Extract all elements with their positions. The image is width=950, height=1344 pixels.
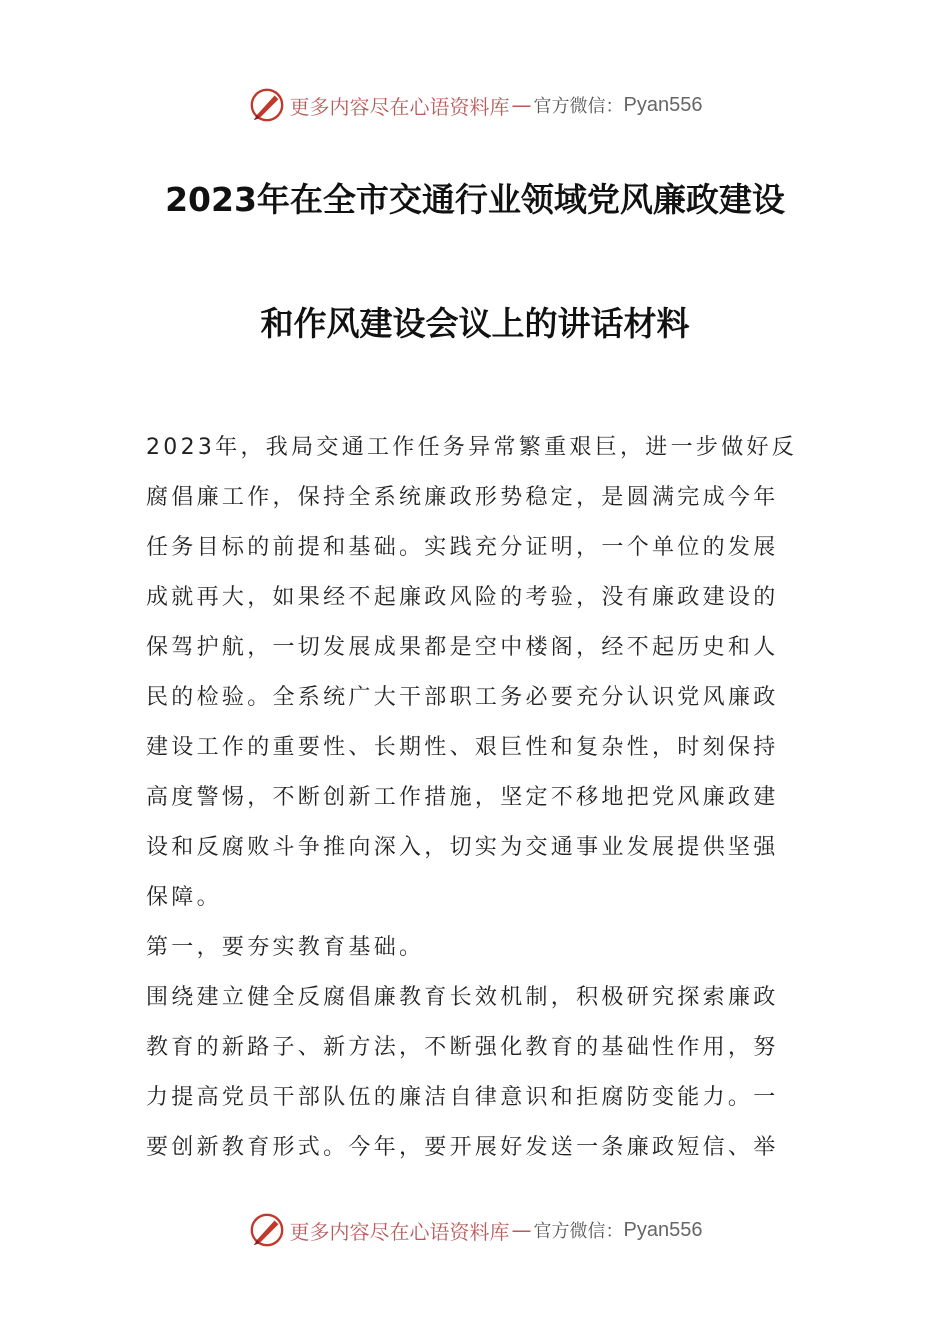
watermark-site-name: 更多内容尽在心语资料库 (289, 1219, 510, 1244)
body-line: 保驾护航，一切发展成果都是空中楼阁，经不起历史和人 (146, 635, 779, 660)
body-line: 教育的新路子、新方法，不断强化教育的基础性作用，努 (146, 1035, 779, 1060)
watermark-site-name: 更多内容尽在心语资料库 (289, 94, 510, 119)
watermark-banner-bottom (0, 1210, 950, 1250)
body-line: 要创新教育形式。今年，要开展好发送一条廉政短信、举 (146, 1135, 779, 1160)
watermark-banner-top (0, 85, 950, 125)
watermark-wechat-label: 官方微信： (533, 96, 624, 117)
body-line: 保障。 (146, 885, 222, 910)
body-line: 高度警惕，不断创新工作措施，坚定不移地把党风廉政建 (146, 785, 779, 810)
watermark-wechat-label: 官方微信： (533, 1221, 624, 1242)
body-line: 腐倡廉工作，保持全系统廉政形势稳定，是圆满完成今年 (146, 485, 779, 510)
body-line: 任务目标的前提和基础。实践充分证明，一个单位的发展 (146, 535, 779, 560)
body-line: 建设工作的重要性、长期性、艰巨性和复杂性，时刻保持 (146, 735, 779, 760)
section-heading: 第一，要夯实教育基础。 (146, 935, 425, 960)
body-line: 力提高党员干部队伍的廉洁自律意识和拒腐防变能力。一 (146, 1085, 779, 1110)
document-body (146, 423, 806, 1173)
pen-logo-icon (248, 86, 286, 124)
body-line: 成就再大，如果经不起廉政风险的考验，没有廉政建设的 (146, 585, 779, 610)
watermark-wechat-id: Pyan556 (623, 1218, 703, 1241)
watermark-dash: — (511, 93, 532, 117)
document-title-line-2: 和作风建设会议上的讲话材料 (260, 304, 690, 343)
body-line: 围绕建立健全反腐倡廉教育长效机制，积极研究探索廉政 (146, 985, 779, 1010)
pen-logo-icon (248, 1211, 286, 1249)
watermark-dash: — (511, 1218, 532, 1242)
body-line: 设和反腐败斗争推向深入，切实为交通事业发展提供坚强 (146, 835, 779, 860)
body-line: 2023年，我局交通工作任务异常繁重艰巨，进一步做好反 (146, 435, 798, 460)
body-line: 民的检验。全系统广大干部职工务必要充分认识党风廉政 (146, 685, 779, 710)
document-title-line-1: 2023年在全市交通行业领域党风廉政建设 (165, 180, 785, 219)
watermark-wechat-id: Pyan556 (623, 93, 703, 116)
